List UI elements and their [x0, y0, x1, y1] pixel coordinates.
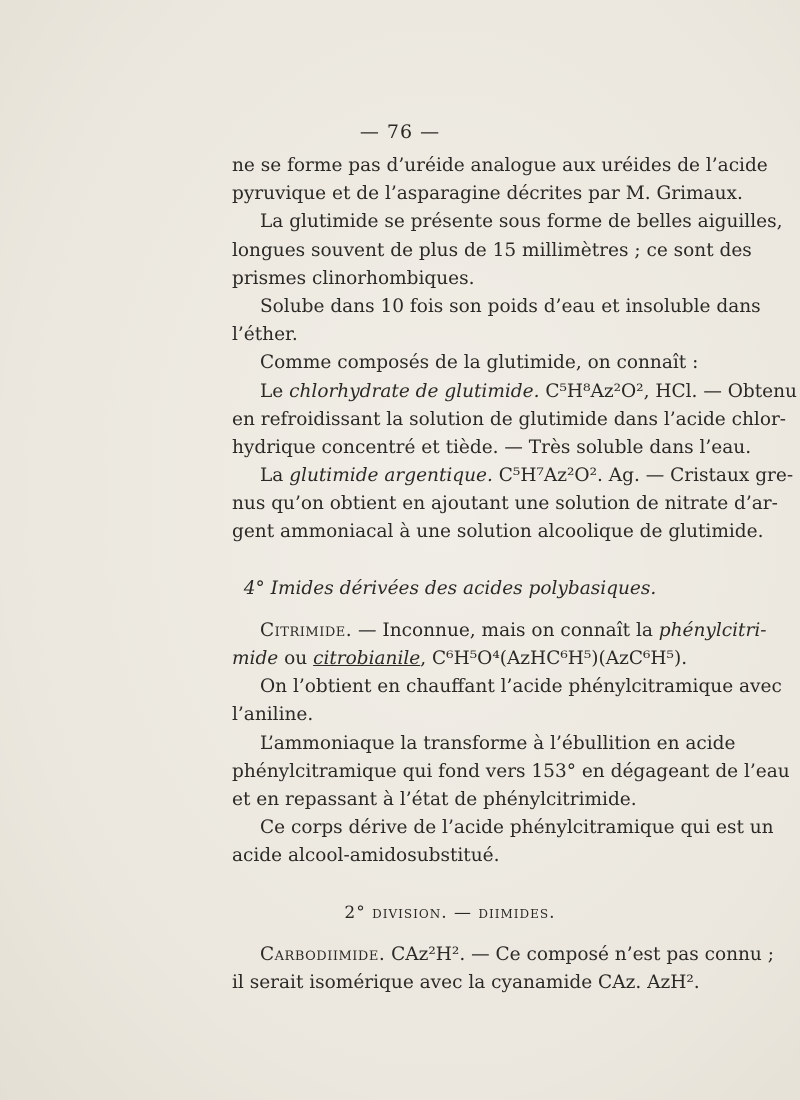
text-line	[232, 941, 774, 969]
text-run: CAz²H². — Ce composé n’est pas connu ;	[385, 943, 774, 965]
text-line: l’aniline.	[232, 704, 314, 726]
page-number: — 76 —	[359, 121, 441, 143]
spacer	[232, 603, 668, 617]
text-line: hydrique concentré et tiède. — Très soluble dans l’eau.	[232, 436, 752, 458]
text-line	[232, 462, 794, 490]
text-run: Le	[260, 380, 290, 402]
text-run: , C⁶H⁵O⁴(AzHC⁶H⁵)(AzC⁶H⁵).	[420, 648, 688, 669]
text-line: Comme composés de la glutimide, on connaît :	[260, 352, 699, 374]
text-run: — Inconnue, mais on connaît la	[352, 619, 659, 641]
text-line: et en repassant à l’état de phénylcitrimide.	[232, 788, 637, 810]
paragraph	[232, 378, 797, 463]
text-line: prismes clinorhombiques.	[232, 267, 475, 289]
text-line: Solube dans 10 fois son poids d’eau et insoluble dans	[260, 295, 761, 317]
compound-name: mide	[232, 648, 279, 669]
body-text	[232, 152, 797, 997]
paragraph	[232, 814, 774, 870]
text-line: en refroidissant la solution de glutimide dans l’acide chlor-	[232, 408, 787, 430]
division-heading: 2° division. — diimides.	[344, 902, 556, 923]
text-line: On l’obtient en chauffant l’acide phénylcitramique avec	[260, 676, 782, 698]
paragraph	[232, 152, 768, 208]
text-line: pyruvique et de l’asparagine décrites par M. Grimaux.	[232, 183, 743, 205]
text-run: La	[260, 465, 290, 487]
compound-name: chlorhydrate de glutimide.	[289, 380, 540, 402]
text-line: il serait isomérique avec la cyanamide CAz. AzH².	[232, 971, 700, 993]
paragraph	[232, 208, 783, 293]
text-line: nus qu’on obtient en ajoutant une solution de nitrate d’ar-	[232, 493, 778, 515]
text-line: l’éther.	[232, 324, 298, 346]
paragraph	[232, 349, 699, 377]
paragraph	[232, 617, 767, 673]
text-line	[232, 378, 797, 406]
text-line: gent ammoniacal à une solution alcoolique de glutimide.	[232, 521, 764, 543]
paragraph	[232, 293, 761, 349]
spacer	[232, 547, 668, 575]
paragraph	[232, 462, 794, 547]
text-line: L’ammoniaque la transforme à l’ébullition en acide	[260, 732, 736, 754]
paragraph	[232, 673, 782, 729]
text-run: C⁵H⁸Az²O², HCl. — Obtenu	[539, 380, 797, 402]
section-heading: 4° Imides dérivées des acides polybasiques.	[243, 577, 657, 599]
text-line: longues souvent de plus de 15 millimètres ; ce sont des	[232, 239, 752, 261]
text-run: C⁵H⁷Az²O². Ag. — Cristaux gre-	[492, 465, 794, 487]
paragraph	[232, 730, 790, 815]
text-line: Ce corps dérive de l’acide phénylcitramique qui est un	[260, 817, 774, 839]
entry-title: Citrimide.	[260, 619, 353, 641]
text-run: ou	[278, 648, 314, 669]
paragraph	[232, 941, 774, 997]
compound-name: glutimide argentique.	[289, 465, 493, 487]
text-line	[232, 617, 767, 645]
spacer	[232, 927, 668, 941]
compound-name: citrobianile	[313, 648, 421, 669]
text-line: phénylcitramique qui fond vers 153° en dégageant de l’eau	[232, 760, 790, 782]
text-line: acide alcool-amidosubstitué.	[232, 845, 500, 867]
text-line: La glutimide se présente sous forme de belles aiguilles,	[260, 211, 783, 233]
compound-name: phénylcitri-	[658, 619, 767, 641]
spacer	[232, 871, 668, 899]
text-line	[232, 645, 688, 673]
text-line: ne se forme pas d’uréide analogue aux uréides de l’acide	[232, 155, 768, 176]
entry-title: Carbodiimide.	[260, 943, 386, 965]
